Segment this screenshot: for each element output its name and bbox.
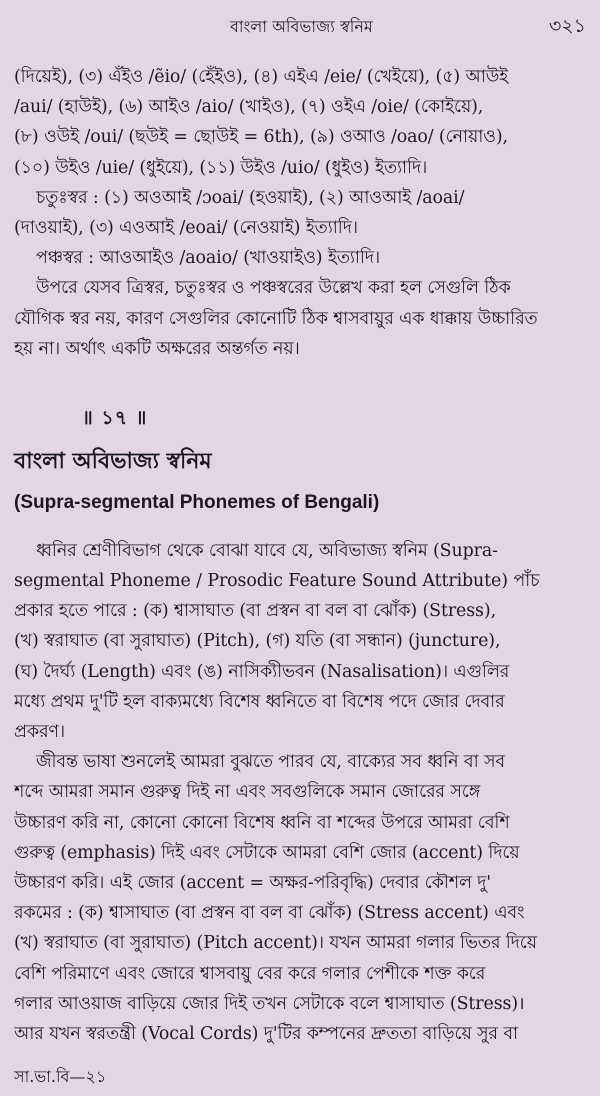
- paragraph-line: জীবন্ত ভাষা শুনলেই আমরা বুঝতে পারব যে, বাক্যের সব ধ্বনি বা সব: [36, 752, 505, 773]
- paragraph-line: হয় না। অর্থাৎ একটি অক্ষরের অন্তর্গত নয়।: [14, 338, 300, 359]
- blank-space: [14, 526, 588, 536]
- paragraph-line: আর যখন স্বরতন্ত্রী (Vocal Cords) দু'টির কম্পনের দ্রুততা বাড়িয়ে সুর বা: [14, 1023, 518, 1044]
- paragraph-line: মধ্যে প্রথম দু'টি হল বাক্যমধ্যে বিশেষ ধ্বনিতে বা বিশেষ পদে জোর দেবার: [14, 691, 505, 712]
- paragraph-line: রকমের : (ক) শ্বাসাঘাত (বা প্রস্বন বা বল বা ঝোঁক) (Stress accent) এবং: [14, 903, 525, 924]
- paragraph-line: (খ) স্বরাঘাত (বা সুরাঘাত) (Pitch), (গ) যতি (বা সন্ধান) (juncture),: [14, 631, 501, 652]
- signature-mark: সা.ভা.বি—২১: [14, 1067, 107, 1086]
- running-head: বাংলা অবিভাজ্য স্বনিম: [230, 17, 373, 36]
- section-subtitle: (Supra-segmental Phonemes of Bengali): [14, 491, 380, 513]
- text-line: (১০) উইও /uie/ (ধুইয়ে), (১১) উইও /uio/ (ধুইও) ইত্যাদি।: [14, 157, 428, 178]
- paragraph-line: প্রকার হতে পারে : (ক) শ্বাসাঘাত (বা প্রস্বন বা বল বা ঝোঁক) (Stress),: [14, 601, 496, 622]
- body-text: [14, 62, 588, 1049]
- paragraph-line: গলার আওয়াজ বাড়িয়ে জোর দিই তখন সেটাকে বলে শ্বাসাঘাত (Stress)।: [14, 993, 525, 1014]
- paragraph-line: (ঘ) দৈর্ঘ্য (Length) এবং (ঙ) নাসিক্যীভবন (Nasalisation)। এগুলির: [14, 661, 510, 682]
- paragraph-line: (খ) স্বরাঘাত (বা সুরাঘাত) (Pitch accent)। যখন আমরা গলার ভিতর দিয়ে: [14, 933, 537, 954]
- paragraph-line: segmental Phoneme / Prosodic Feature Sound Attribute) পাঁচ: [14, 571, 540, 592]
- section-number: ॥ ১৭ ॥: [82, 406, 148, 429]
- tetra-vowel-line: (দাওয়াই), (৩) এওআই /eoai/ (নেওয়াই) ইত্যাদি।: [14, 217, 358, 238]
- text-line: (৮) ওউই /oui/ (ছউই = ছোউই = 6th), (৯) ওআও /oao/ (নোয়াও),: [14, 127, 508, 148]
- blank-space: [14, 364, 588, 394]
- text-line: (দিয়েই), (৩) এঁইও /ẽio/ (হেঁইও), (৪) এইএ /eie/ (খেইয়ে), (৫) আউই: [14, 67, 509, 87]
- penta-vowel-line: পঞ্চস্বর : আওআইও /aoaio/ (খাওয়াইও) ইত্যাদি।: [36, 248, 380, 269]
- paragraph-line: শব্দে আমরা সমান গুরুত্ব দিই না এবং সবগুলিকে সমান জোরের সঙ্গে: [14, 782, 481, 803]
- paragraph-line: প্রকরণ।: [14, 722, 65, 742]
- page-number: ৩২১: [548, 15, 586, 37]
- paragraph-line: যৌগিক স্বর নয়, কারণ সেগুলির কোনোটি ঠিক শ্বাসবায়ুর এক ধাক্কায় উচ্চারিত: [14, 308, 538, 329]
- tetra-vowel-line: চতুঃস্বর : (১) অওআই /ɔoai/ (হওয়াই), (২) আওআই /aoai/: [36, 187, 465, 208]
- paragraph-line: ধ্বনির শ্রেণীবিভাগ থেকে বোঝা যাবে যে, অবিভাজ্য স্বনিম (Supra-: [36, 540, 498, 561]
- section-title: বাংলা অবিভাজ্য স্বনিম: [14, 447, 212, 474]
- paragraph-line: গুরুত্ব (emphasis) দিই এবং সেটাকে আমরা বেশি জোর (accent) দিয়ে: [14, 842, 520, 863]
- page-header: [0, 12, 600, 38]
- text-line: /aui/ (হাউই), (৬) আইও /aio/ (খাইও), (৭) ওইএ /oie/ (কোইয়ে),: [14, 97, 484, 118]
- paragraph-line: বেশি পরিমাণে এবং জোরে শ্বাসবায়ু বের করে গলার পেশীকে শক্ত করে: [14, 963, 486, 984]
- paragraph-line: উচ্চারণ করি না, কোনো কোনো বিশেষ ধ্বনি বা শব্দের উপরে আমরা বেশি: [14, 812, 510, 833]
- paragraph-line: উচ্চারণ করি। এই জোর (accent = অক্ষর-পরিবৃদ্ধি) দেবার কৌশল দু': [14, 872, 491, 893]
- paragraph-line: উপরে যেসব ত্রিস্বর, চতুঃস্বর ও পঞ্চস্বরের উল্লেখ করা হল সেগুলি ঠিক: [36, 278, 511, 299]
